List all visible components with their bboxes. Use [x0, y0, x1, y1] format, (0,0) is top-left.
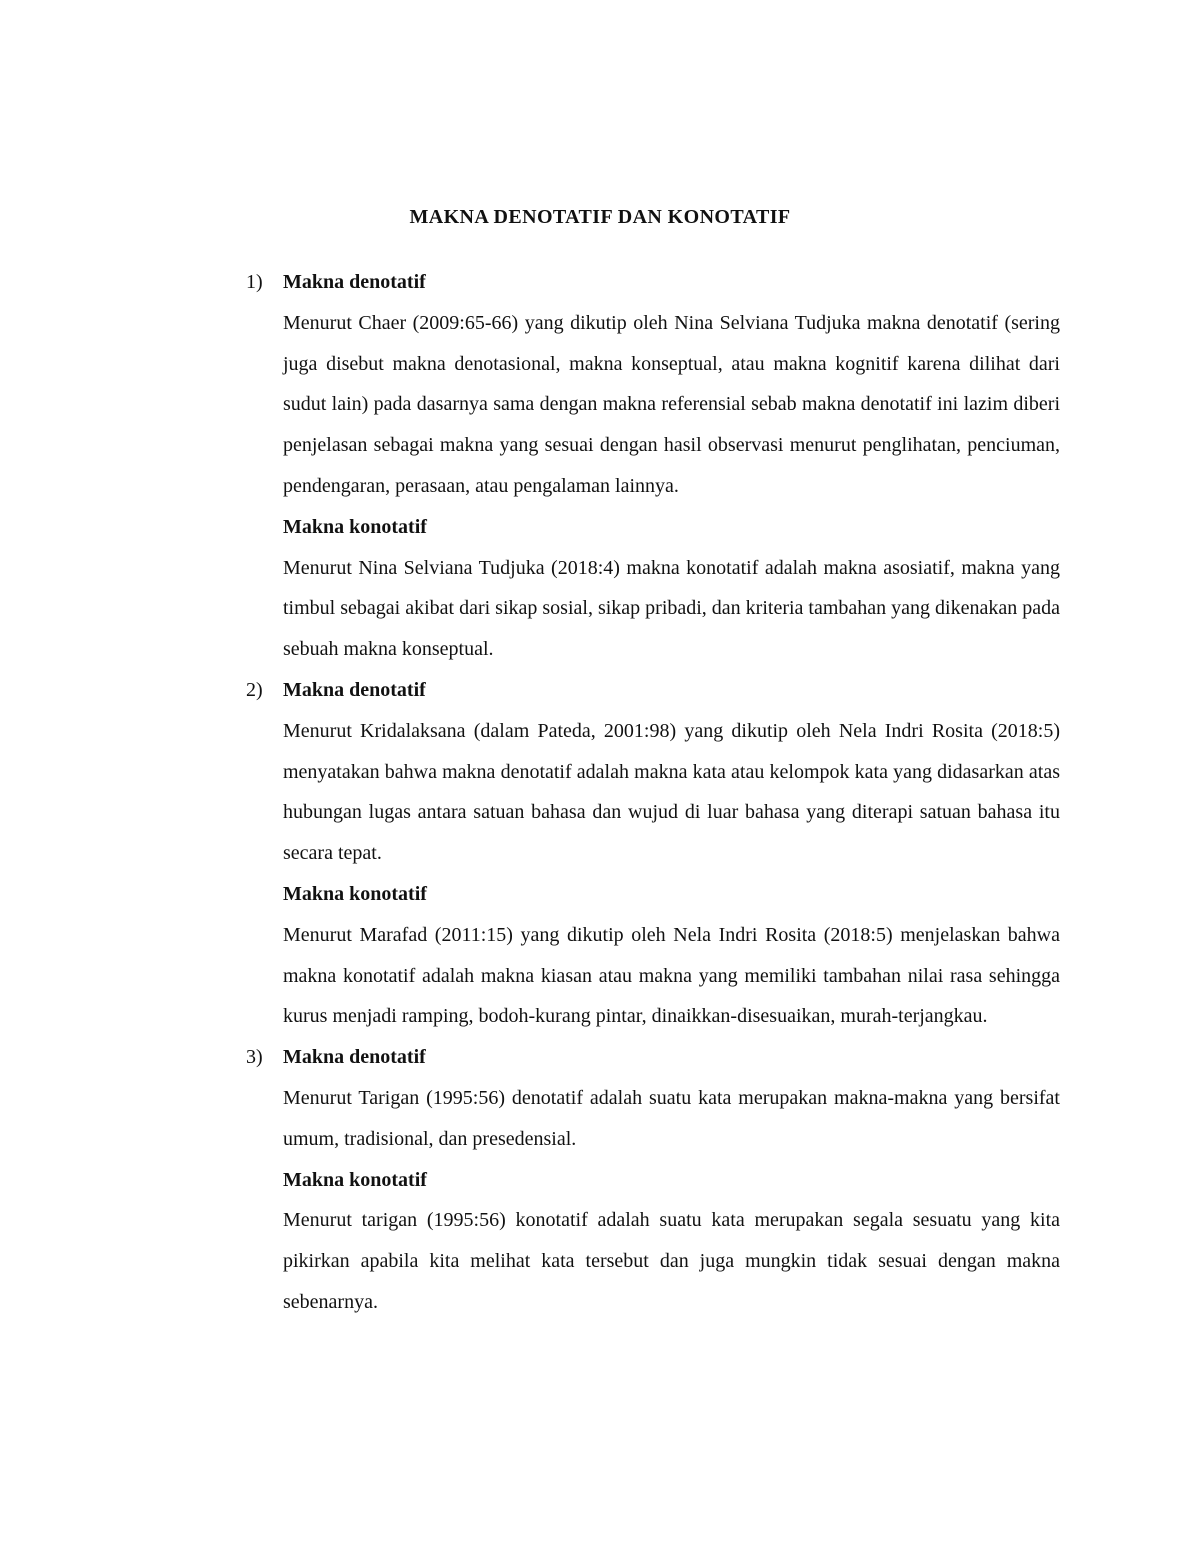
- konotatif-heading: Makna konotatif: [283, 515, 427, 538]
- denotatif-heading: Makna denotatif: [283, 1046, 426, 1069]
- denotatif-heading: Makna denotatif: [283, 271, 426, 293]
- denotatif-paragraph: Menurut Kridalaksana (dalam Pateda, 2001:98) yang dikutip oleh Nela Indri Rosita (2018:5) menyatakan bahwa makna denotatif adalah makna kata atau kelompok kata yang didasarkan atas hubungan lugas antara satuan bahasa dan wujud di luar bahasa yang diterapi satuan bahasa itu secara tepat.: [283, 719, 1060, 865]
- section-list: [246, 262, 1060, 1323]
- section-2: [246, 670, 1060, 1037]
- konotatif-paragraph: Menurut Nina Selviana Tudjuka (2018:4) makna konotatif adalah makna asosiatif, makna yang timbul sebagai akibat dari sikap sosial, sikap pribadi, dan kriteria tambahan yang dikenakan pada sebuah makna konseptual.: [283, 556, 1060, 661]
- konotatif-heading: Makna konotatif: [283, 1168, 427, 1191]
- denotatif-paragraph: Menurut Chaer (2009:65-66) yang dikutip oleh Nina Selviana Tudjuka makna denotatif (sering juga disebut makna denotasional, makna konseptual, atau makna kognitif karena dilihat dari sudut lain) pada dasarnya sama dengan makna referensial sebab makna denotatif ini lazim diberi penjelasan sebagai makna yang sesuai dengan hasil observasi menurut penglihatan, penciuman, pendengaran, perasaan, atau pengalaman lainnya.: [283, 311, 1060, 497]
- konotatif-paragraph: Menurut tarigan (1995:56) konotatif adalah suatu kata merupakan segala sesuatu yang kita pikirkan apabila kita melihat kata tersebut dan juga mungkin tidak sesuai dengan makna sebenarnya.: [283, 1209, 1060, 1313]
- denotatif-paragraph: Menurut Tarigan (1995:56) denotatif adalah suatu kata merupakan makna-makna yang bersifat umum, tradisional, dan presedensial.: [283, 1086, 1060, 1150]
- document-title: MAKNA DENOTATIF DAN KONOTATIF: [409, 206, 791, 228]
- section-number: 1): [246, 271, 263, 293]
- section-number: 3): [246, 1046, 263, 1069]
- section-1: [246, 262, 1060, 670]
- denotatif-heading: Makna denotatif: [283, 678, 426, 701]
- section-3: [246, 1037, 1060, 1323]
- konotatif-heading: Makna konotatif: [283, 882, 427, 905]
- section-number: 2): [246, 678, 263, 701]
- konotatif-paragraph: Menurut Marafad (2011:15) yang dikutip oleh Nela Indri Rosita (2018:5) menjelaskan bahwa makna konotatif adalah makna kiasan atau makna yang memiliki tambahan nilai rasa sehingga kurus menjadi ramping, bodoh-kurang pintar, dinaikkan-disesuaikan, murah-terjangkau.: [283, 923, 1060, 1028]
